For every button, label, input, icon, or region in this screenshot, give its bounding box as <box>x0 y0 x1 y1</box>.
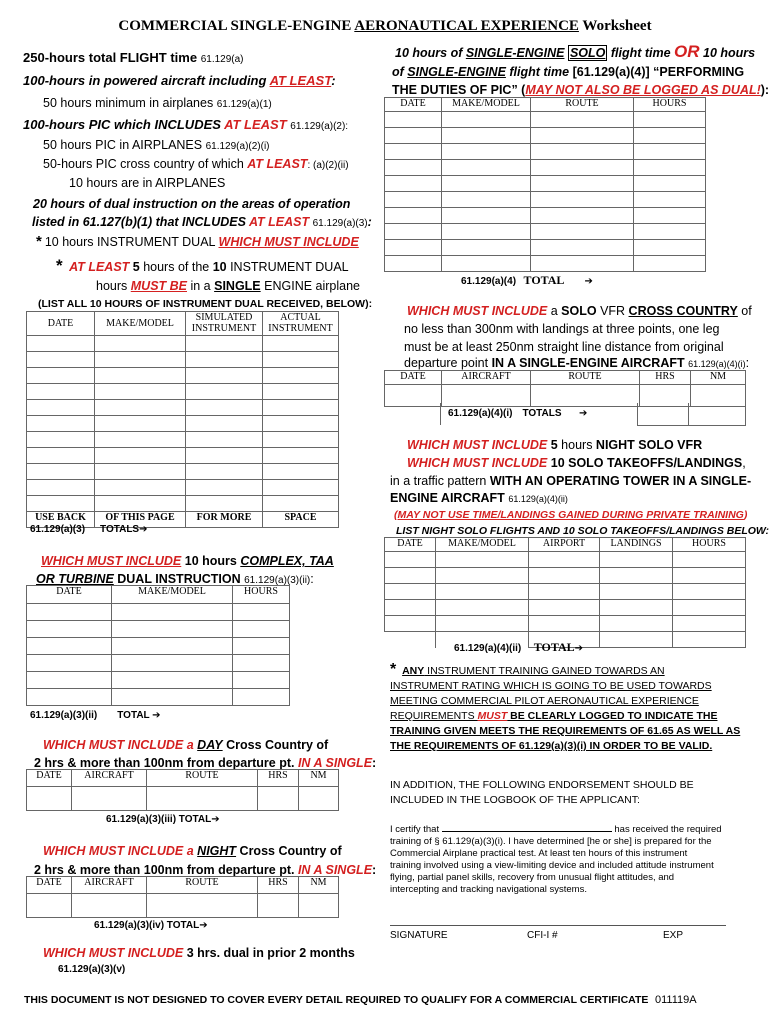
req-emph: WHICH MUST INCLUDE a <box>43 738 198 752</box>
req-takeoffs <box>404 455 746 472</box>
note-text: INSTRUMENT TRAINING GAINED TOWARDS AN <box>424 665 665 677</box>
col-header: DATE <box>385 371 442 385</box>
reg-ref: [61.129(a)(4)] <box>572 65 650 79</box>
col-header: DATE <box>27 312 95 336</box>
req-text: of <box>737 304 752 318</box>
col-header: LANDINGS <box>600 538 673 552</box>
reg-ref: 61.129(a) <box>200 54 244 65</box>
star-icon: * <box>390 661 397 678</box>
req-text: 10 <box>212 260 227 274</box>
req-dual-prior <box>40 945 355 962</box>
col-header: ROUTE <box>147 877 258 894</box>
table-row[interactable] <box>27 672 290 689</box>
table-row[interactable] <box>385 256 706 272</box>
req-takeoffs-l3 <box>390 490 568 507</box>
req-text: THE DUTIES OF PIC” ( <box>392 83 526 97</box>
req-text: in a <box>187 279 215 293</box>
req-text: 250-hours total FLIGHT time <box>23 50 198 65</box>
req-text: “PERFORMING <box>649 65 745 79</box>
table-row[interactable] <box>27 368 339 384</box>
req-text: 2 hrs & more than 100nm from departure pt. <box>34 863 298 877</box>
table-row[interactable] <box>385 616 746 632</box>
page-title <box>0 18 770 35</box>
req-text: 5 <box>547 438 562 452</box>
arrow-icon: ➔ <box>199 920 208 931</box>
footer-disclaimer: THIS DOCUMENT IS NOT DESIGNED TO COVER EVERY DETAIL REQUIRED TO QUALIFY FOR A COMMERCIAL CERTIFICATE <box>24 994 649 1006</box>
req-punct: : <box>372 863 377 877</box>
table-row[interactable] <box>385 128 706 144</box>
req-solo-cont <box>392 64 744 80</box>
reg-ref-prior: 61.129(a)(3)(v) <box>58 964 126 975</box>
reg-ref: 61.129(a)(4)(i) <box>688 359 746 369</box>
title-part: Worksheet <box>578 18 652 34</box>
endorsement-text <box>390 822 765 896</box>
req-emph: WHICH MUST INCLUDE <box>41 554 182 568</box>
req-text: LIST NIGHT SOLO FLIGHTS AND 10 SOLO TAKEOFFS/LANDINGS BELOW <box>396 525 766 537</box>
cert-text: training involved using a view-limiting device and included attitude instrument <box>390 860 714 871</box>
reg-ref: 61.129(a)(2): <box>290 121 349 132</box>
star-icon: * <box>36 233 42 250</box>
req-emph: AT LEAST <box>269 73 332 88</box>
title-part: AERONAUTICAL EXPERIENCE <box>354 18 579 34</box>
table-footer: USE BACK <box>27 512 95 528</box>
total-label: 61.129(a)(3)(iii) TOTAL <box>106 814 212 825</box>
exp-label: EXP <box>663 930 684 941</box>
req-pic-airplanes <box>40 137 270 155</box>
req-punct: : <box>372 756 377 770</box>
req-text: hours <box>561 438 596 452</box>
col-header: DATE <box>385 98 442 112</box>
req-text: 10 hours INSTRUMENT DUAL <box>44 235 219 249</box>
table-row[interactable] <box>27 638 290 655</box>
table-row[interactable] <box>27 480 339 496</box>
req-text: 100-hours in powered aircraft including <box>23 73 270 88</box>
table-row[interactable] <box>385 224 706 240</box>
req-solo-xc-l2: no less than 300nm with landings at three points, one leg <box>404 322 720 336</box>
col-header: HOURS <box>673 538 746 552</box>
table-row[interactable] <box>385 176 706 192</box>
req-text: 10 hours are in AIRPLANES <box>69 176 226 190</box>
req-dual-20-cont <box>32 214 372 232</box>
req-pic-xc <box>40 156 349 174</box>
req-text: NIGHT <box>197 844 237 858</box>
total-label: TOTALS <box>100 524 140 535</box>
solo-xc-table <box>384 370 746 407</box>
table-row[interactable] <box>27 621 290 638</box>
req-punct: : <box>765 525 769 537</box>
req-emph: WHICH MUST INCLUDE <box>407 456 548 470</box>
req-text: 10 hours <box>181 554 241 568</box>
req-text: DAY <box>197 738 223 752</box>
req-text: ENGINE AIRCRAFT <box>390 491 505 505</box>
req-text: (LIST ALL 10 HOURS OF INSTRUMENT DUAL RECEIVED, BELOW) <box>38 298 369 310</box>
req-xc-airplanes <box>66 175 225 192</box>
table-row[interactable] <box>385 112 706 128</box>
cfii-label: CFI-I # <box>527 930 558 941</box>
col-header: NM <box>299 877 339 894</box>
reg-ref: 61.129(a)(3)(ii) <box>244 575 311 586</box>
table-row[interactable] <box>27 496 339 512</box>
req-text: SOLO <box>561 304 597 318</box>
arrow-icon: ➔ <box>584 276 593 287</box>
req-text: departure point <box>404 356 492 370</box>
col-header: MAKE/MODEL <box>442 98 531 112</box>
col-header: HRS <box>258 877 299 894</box>
req-emph: WHICH MUST INCLUDE <box>218 235 359 249</box>
note-text: MEETING COMMERCIAL PILOT AERONAUTICAL EXPERIENCE <box>390 695 699 707</box>
req-solo-cont2 <box>392 82 769 98</box>
table-row[interactable] <box>385 568 746 584</box>
req-text: a <box>547 304 562 318</box>
col-header: NM <box>299 770 339 787</box>
total-label: TOTAL <box>523 273 565 287</box>
table-footer: FOR MORE <box>186 512 263 528</box>
table-row[interactable] <box>27 787 339 811</box>
footer-code: 011119A <box>655 994 697 1006</box>
arrow-icon: ➔ <box>139 524 148 535</box>
note-text: IN ADDITION, THE FOLLOWING ENDORSEMENT SHOULD BE <box>390 779 694 791</box>
arrow-icon: ➔ <box>211 814 220 825</box>
reg-ref: 61.129(a)(1) <box>216 99 272 110</box>
col-header: HOURS <box>634 98 706 112</box>
col-header: AIRCRAFT <box>72 770 147 787</box>
reg-ref: 61.129(a)(4)(ii) <box>454 643 522 654</box>
req-text: 3 hrs. dual in prior 2 months <box>183 946 355 960</box>
req-text: OR TURBINE <box>36 572 114 586</box>
req-day-xc <box>40 737 328 754</box>
col-header: ROUTE <box>147 770 258 787</box>
req-punct: ( <box>394 509 398 521</box>
col-header: AIRCRAFT <box>72 877 147 894</box>
req-text: 20 hours of dual instruction on the areas of operation <box>33 197 351 211</box>
note-text: BE CLEARLY LOGGED TO INDICATE THE <box>507 710 718 722</box>
private-note <box>394 507 747 523</box>
req-emph: MAY NOT USE TIME/LANDINGS GAINED DURING PRIVATE TRAINING <box>397 509 744 521</box>
req-text: 50-hours PIC cross country of which <box>43 157 248 171</box>
req-dual-20 <box>30 196 350 213</box>
table-row[interactable] <box>27 384 339 400</box>
req-text: flight time <box>505 65 573 79</box>
instrument-note <box>390 662 760 754</box>
total-label: TOTAL <box>533 640 575 654</box>
table-row[interactable] <box>385 240 706 256</box>
req-punct: , <box>742 456 746 470</box>
req-text: 50 hours PIC in AIRPLANES <box>43 138 203 152</box>
col-header: ROUTE <box>531 371 640 385</box>
req-total-flight <box>20 50 244 68</box>
table-row[interactable] <box>385 144 706 160</box>
reg-ref: 61.129(a)(3) <box>30 524 86 535</box>
req-punct: : <box>310 572 314 586</box>
req-text: ): <box>760 83 770 97</box>
col-header: HOURS <box>233 586 290 604</box>
table-row[interactable] <box>27 448 339 464</box>
col-header: AIRCRAFT <box>442 371 531 385</box>
req-instrument-5 <box>56 258 349 276</box>
cert-text: has received the required <box>614 824 722 835</box>
col-header: DATE <box>27 877 72 894</box>
table-footer: OF THIS PAGE <box>95 512 186 528</box>
col-header: MAKE/MODEL <box>436 538 529 552</box>
table-row[interactable] <box>385 192 706 208</box>
req-emph: MUST BE <box>130 279 187 293</box>
req-text: WITH AN OPERATING TOWER IN A SINGLE- <box>489 474 752 488</box>
totals-row <box>461 273 593 288</box>
totals-row <box>454 640 583 655</box>
cert-text: intercepting and tracking navigational systems. <box>390 884 587 895</box>
endorsement-intro <box>390 778 760 808</box>
day-xc-table <box>26 769 339 811</box>
table-row[interactable] <box>385 552 746 568</box>
req-text: COMPLEX, TAA <box>240 554 334 568</box>
req-emph: IN A SINGLE <box>297 756 373 770</box>
cert-text: flying, partial panel skills, recovery from unusual flight attitudes, and <box>390 872 675 883</box>
table-row[interactable] <box>27 400 339 416</box>
col-header: ACTUAL INSTRUMENT <box>263 312 339 336</box>
col-header: MAKE/MODEL <box>95 312 186 336</box>
list-note <box>38 296 372 312</box>
total-label: TOTALS <box>522 408 562 419</box>
req-emph: WHICH MUST INCLUDE a <box>43 844 198 858</box>
req-text: NIGHT SOLO VFR <box>595 438 703 452</box>
star-icon: * <box>56 256 63 275</box>
night-xc-table <box>26 876 339 918</box>
table-row[interactable] <box>27 416 339 432</box>
req-text: DUAL INSTRUCTION <box>113 572 245 586</box>
total-label: TOTAL <box>117 710 150 721</box>
col-header: DATE <box>385 538 436 552</box>
reg-ref: 61.129(a)(2)(i) <box>205 141 270 152</box>
note-emph: MUST <box>477 710 508 722</box>
req-text: 2 hrs & more than 100nm from departure pt. <box>34 756 298 770</box>
reg-ref: 61.129(a)(4) <box>461 276 517 287</box>
col-header: SIMULATED INSTRUMENT <box>186 312 263 336</box>
req-text: INSTRUMENT DUAL <box>226 260 349 274</box>
totals-row <box>106 814 220 825</box>
totals-row <box>30 524 148 535</box>
title-part: COMMERCIAL SINGLE-ENGINE <box>118 18 355 34</box>
req-text: 10 SOLO TAKEOFFS/LANDINGS <box>547 456 743 470</box>
req-text: hours <box>96 279 131 293</box>
col-header: ROUTE <box>531 98 634 112</box>
req-punct: : <box>745 356 750 370</box>
cert-text: training of § 61.129(a)(3)(i). I have determined [he or she] is prepared for the <box>390 836 712 847</box>
arrow-icon: ➔ <box>152 710 161 721</box>
col-header: NM <box>691 371 746 385</box>
table-row[interactable] <box>27 689 290 706</box>
req-text: listed in 61.127(b)(1) that INCLUDES <box>32 215 249 229</box>
req-text: hours of the <box>143 260 213 274</box>
reg-ref: 61.129(a)(4)(ii) <box>508 494 568 504</box>
instrument-dual-table <box>26 311 339 528</box>
req-text: 10 hours of <box>395 46 466 60</box>
req-text: ENGINE airplane <box>260 279 361 293</box>
req-text: of <box>392 65 408 79</box>
req-emph: WHICH MUST INCLUDE <box>407 438 548 452</box>
applicant-name-field[interactable] <box>442 822 612 832</box>
note-text: TRAINING GIVEN MEETS THE REQUIREMENTS OF 61.65 AS WELL AS <box>390 725 741 737</box>
req-text: VFR <box>596 304 629 318</box>
table-row[interactable] <box>27 336 339 352</box>
note-text: INSTRUMENT RATING WHICH IS GOING TO BE USED TOWARDS <box>390 680 712 692</box>
complex-dual-table <box>26 585 290 706</box>
totals-row <box>94 920 208 931</box>
col-header: MAKE/MODEL <box>112 586 233 604</box>
req-instrument-5-cont <box>96 278 360 294</box>
night-solo-table <box>384 537 746 648</box>
req-text: 10 hours <box>699 46 756 60</box>
req-emph: AT LEAST <box>247 157 308 171</box>
req-punct: : <box>368 298 373 310</box>
req-emph: WHICH MUST INCLUDE <box>407 304 548 318</box>
req-punct: : <box>367 215 372 229</box>
table-row[interactable] <box>385 600 746 616</box>
signature-label: SIGNATURE <box>390 930 448 941</box>
signature-line[interactable] <box>390 925 726 926</box>
total-label: 61.129(a)(3)(iv) TOTAL <box>94 920 200 931</box>
col-header: AIRPORT <box>529 538 600 552</box>
solo-xc-total-row <box>384 403 746 426</box>
req-emph: AT LEAST <box>248 215 310 229</box>
cert-text: Commercial Airplane practical test. At least ten hours of this instrument <box>390 848 688 859</box>
req-text: Cross Country of <box>222 738 329 752</box>
req-instrument-10 <box>36 234 359 251</box>
note-text: THE REQUIREMENTS OF 61.129(a)(3)(i) IN ORDER TO BE VALID. <box>390 740 713 752</box>
req-emph: MAY NOT ALSO BE LOGGED AS DUAL! <box>525 83 761 97</box>
req-emph: AT LEAST <box>224 117 287 132</box>
table-row[interactable] <box>27 464 339 480</box>
req-emph: OR <box>674 42 700 61</box>
col-header: HRS <box>258 770 299 787</box>
table-row[interactable] <box>385 160 706 176</box>
req-pic-100 <box>20 117 348 135</box>
table-row[interactable] <box>27 655 290 672</box>
req-text: IN A SINGLE-ENGINE AIRCRAFT <box>491 356 685 370</box>
table-row[interactable] <box>385 208 706 224</box>
req-night-xc <box>40 843 342 860</box>
req-text: CROSS COUNTRY <box>628 304 738 318</box>
arrow-icon: ➔ <box>574 643 584 654</box>
req-emph: WHICH MUST INCLUDE <box>43 946 184 960</box>
req-text: SINGLE-ENGINE <box>465 46 565 60</box>
totals-row <box>30 710 161 721</box>
req-text: 100-hours PIC which INCLUDES <box>23 117 225 132</box>
note-text: REQUIREMENTS <box>390 710 478 722</box>
req-solo <box>392 44 755 62</box>
table-row[interactable] <box>385 584 746 600</box>
req-powered <box>20 73 336 90</box>
col-header: DATE <box>27 586 112 604</box>
reg-ref: 61.129(a)(3)(ii) <box>30 710 98 721</box>
cert-text: I certify that <box>390 824 440 835</box>
table-row[interactable] <box>27 352 339 368</box>
req-text: 50 hours minimum in airplanes <box>43 96 214 110</box>
reg-ref: : (a)(2)(ii) <box>307 160 349 171</box>
col-header: DATE <box>27 770 72 787</box>
table-footer: SPACE <box>263 512 339 528</box>
req-emph: IN A SINGLE <box>297 863 373 877</box>
table-row[interactable] <box>27 604 290 621</box>
col-header: HRS <box>640 371 691 385</box>
req-text: SINGLE <box>214 279 261 293</box>
req-text: SOLO <box>569 46 606 60</box>
solo-pic-table <box>384 97 706 272</box>
req-night-solo <box>404 437 702 454</box>
reg-ref: 61.129(a)(3) <box>312 218 368 229</box>
reg-ref: 61.129(a)(4)(i) <box>448 408 513 419</box>
note-text: ANY <box>402 665 425 677</box>
req-text: 5 <box>129 260 144 274</box>
arrow-icon: ➔ <box>579 408 588 419</box>
req-text: in a traffic pattern <box>390 474 490 488</box>
req-takeoffs-l2 <box>390 473 751 489</box>
req-text: Cross Country of <box>236 844 342 858</box>
req-text: flight time <box>607 46 675 60</box>
req-emph: AT LEAST <box>69 260 130 274</box>
req-punct: : <box>331 73 336 88</box>
req-punct: ) <box>743 509 748 521</box>
table-row[interactable] <box>27 432 339 448</box>
req-airplanes-50 <box>40 95 272 113</box>
req-complex <box>38 553 334 570</box>
note-text: INCLUDED IN THE LOGBOOK OF THE APPLICANT: <box>390 794 640 806</box>
table-row[interactable] <box>27 894 339 918</box>
req-solo-xc <box>404 303 752 320</box>
req-solo-xc-l3: must be at least 250nm straight line distance from original <box>404 340 724 354</box>
req-text: SINGLE-ENGINE <box>407 65 506 79</box>
